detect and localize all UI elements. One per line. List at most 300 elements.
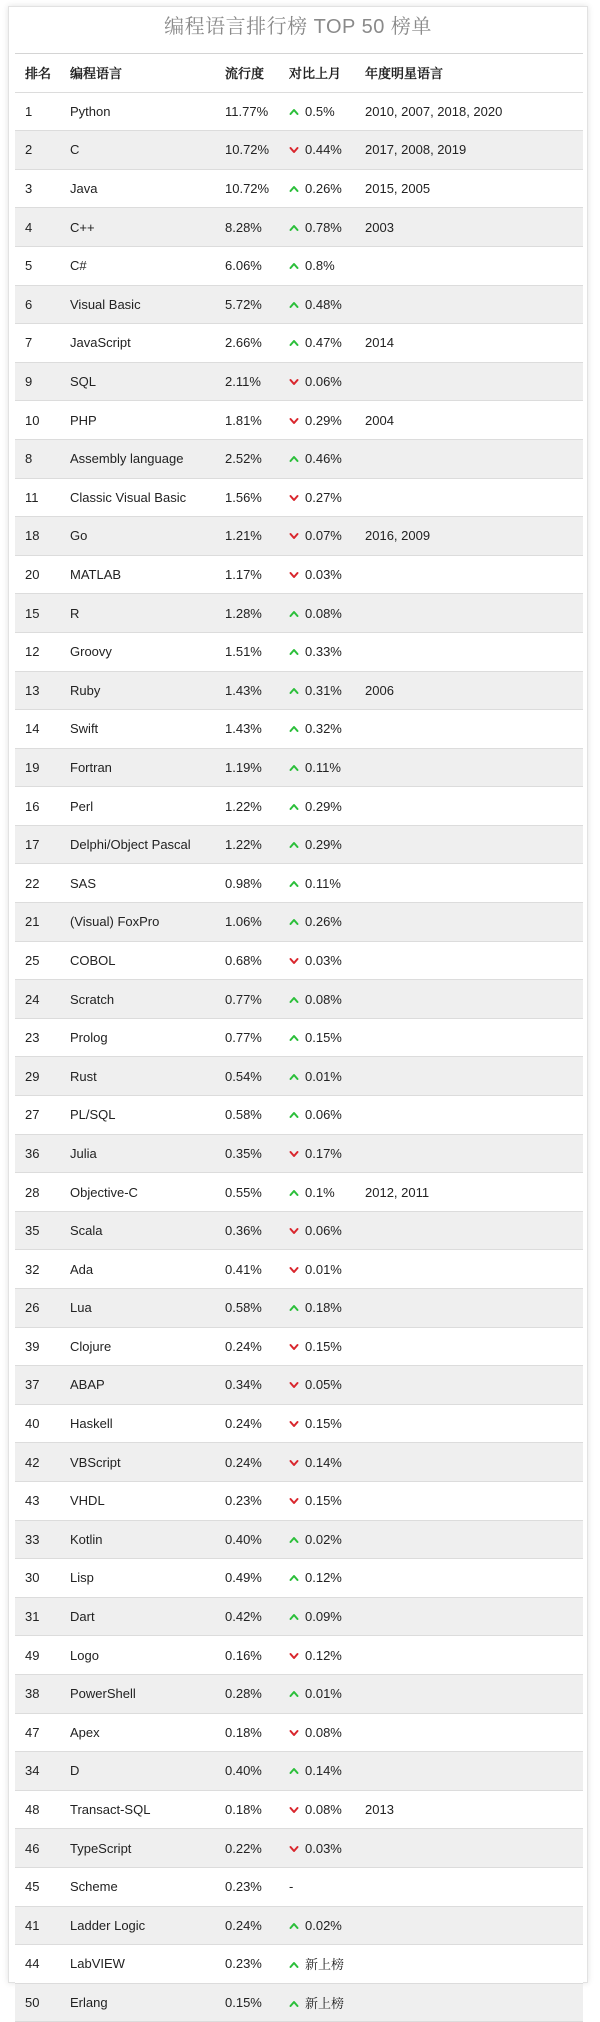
- arrow-down-icon: [289, 1342, 299, 1352]
- change-cell: [279, 748, 355, 787]
- language-cell: Scratch: [60, 980, 215, 1019]
- rank-cell: 49: [15, 1636, 60, 1675]
- table-row: [15, 825, 583, 864]
- arrow-up-icon: [289, 107, 299, 117]
- table-row: [15, 1790, 583, 1829]
- rank-cell: 44: [15, 1945, 60, 1984]
- share-cell: 0.34%: [215, 1366, 279, 1405]
- star-years-cell: 2004: [355, 401, 583, 440]
- rank-cell: 5: [15, 246, 60, 285]
- star-years-cell: [355, 1057, 583, 1096]
- language-cell: SQL: [60, 362, 215, 401]
- language-cell: Perl: [60, 787, 215, 826]
- star-years-cell: [355, 1366, 583, 1405]
- change-value: 0.08%: [305, 605, 342, 621]
- share-cell: 0.40%: [215, 1520, 279, 1559]
- table-row: [15, 131, 583, 170]
- arrow-down-icon: [289, 1419, 299, 1429]
- table-row: [15, 1983, 583, 2022]
- change-value: 0.01%: [305, 1261, 342, 1277]
- language-cell: JavaScript: [60, 324, 215, 363]
- rank-cell: 48: [15, 1790, 60, 1829]
- arrow-up-icon: [289, 879, 299, 889]
- share-cell: 1.22%: [215, 787, 279, 826]
- change-value: 0.02%: [305, 1531, 342, 1547]
- share-cell: 10.72%: [215, 131, 279, 170]
- table-row: [15, 92, 583, 131]
- share-cell: 1.81%: [215, 401, 279, 440]
- share-cell: 0.40%: [215, 1752, 279, 1791]
- star-years-cell: [355, 1713, 583, 1752]
- share-cell: 1.17%: [215, 555, 279, 594]
- language-cell: TypeScript: [60, 1829, 215, 1868]
- star-years-cell: [355, 632, 583, 671]
- table-row: [15, 1289, 583, 1328]
- language-cell: Dart: [60, 1597, 215, 1636]
- language-cell: ABAP: [60, 1366, 215, 1405]
- change-value: 0.12%: [305, 1647, 342, 1663]
- change-cell: [279, 555, 355, 594]
- change-cell: [279, 1289, 355, 1328]
- language-cell: LabVIEW: [60, 1945, 215, 1984]
- table-row: [15, 517, 583, 556]
- rank-cell: 35: [15, 1211, 60, 1250]
- arrow-down-icon: [289, 1380, 299, 1390]
- change-value: 0.01%: [305, 1686, 342, 1702]
- star-years-cell: [355, 594, 583, 633]
- star-years-cell: [355, 1867, 583, 1906]
- arrow-up-icon: [289, 1303, 299, 1313]
- star-years-cell: [355, 941, 583, 980]
- share-cell: 0.58%: [215, 1289, 279, 1328]
- header-change: 对比上月: [279, 54, 355, 93]
- language-cell: Assembly language: [60, 439, 215, 478]
- change-cell: [279, 285, 355, 324]
- share-cell: 0.23%: [215, 1481, 279, 1520]
- table-row: [15, 594, 583, 633]
- language-cell: PHP: [60, 401, 215, 440]
- share-cell: 0.77%: [215, 980, 279, 1019]
- change-cell: [279, 671, 355, 710]
- rank-cell: 32: [15, 1250, 60, 1289]
- change-cell: [279, 1057, 355, 1096]
- change-cell: [279, 362, 355, 401]
- language-cell: Classic Visual Basic: [60, 478, 215, 517]
- rank-cell: 2: [15, 131, 60, 170]
- language-cell: Julia: [60, 1134, 215, 1173]
- change-cell: [279, 246, 355, 285]
- share-cell: 0.15%: [215, 1983, 279, 2022]
- change-value: 0.08%: [305, 1724, 342, 1740]
- share-cell: 0.23%: [215, 1945, 279, 1984]
- share-cell: 0.58%: [215, 1096, 279, 1135]
- language-cell: Groovy: [60, 632, 215, 671]
- change-value: 0.26%: [305, 914, 342, 930]
- change-cell: [279, 980, 355, 1019]
- change-value: -: [289, 1879, 294, 1895]
- change-cell: [279, 1713, 355, 1752]
- rank-cell: 11: [15, 478, 60, 517]
- table-row: [15, 980, 583, 1019]
- share-cell: 11.77%: [215, 92, 279, 131]
- change-cell: [279, 1520, 355, 1559]
- star-years-cell: [355, 1674, 583, 1713]
- arrow-up-icon: [289, 1766, 299, 1776]
- table-row: [15, 1674, 583, 1713]
- language-cell: Lua: [60, 1289, 215, 1328]
- arrow-up-icon: [289, 184, 299, 194]
- share-cell: 0.16%: [215, 1636, 279, 1675]
- language-cell: Lisp: [60, 1559, 215, 1598]
- change-value: 0.15%: [305, 1416, 342, 1432]
- change-cell: [279, 92, 355, 131]
- change-value: 0.78%: [305, 219, 342, 235]
- change-cell: [279, 710, 355, 749]
- arrow-up-icon: [289, 609, 299, 619]
- arrow-down-icon: [289, 531, 299, 541]
- star-years-cell: [355, 246, 583, 285]
- table-row: [15, 632, 583, 671]
- table-row: [15, 1520, 583, 1559]
- share-cell: 0.24%: [215, 1443, 279, 1482]
- table-row: [15, 1752, 583, 1791]
- change-cell: [279, 1906, 355, 1945]
- share-cell: 0.18%: [215, 1790, 279, 1829]
- arrow-down-icon: [289, 570, 299, 580]
- change-value: 0.08%: [305, 1802, 342, 1818]
- rank-cell: 29: [15, 1057, 60, 1096]
- change-value: 0.26%: [305, 181, 342, 197]
- language-cell: Kotlin: [60, 1520, 215, 1559]
- change-cell: [279, 1443, 355, 1482]
- language-cell: Transact-SQL: [60, 1790, 215, 1829]
- star-years-cell: [355, 1983, 583, 2022]
- rank-cell: 6: [15, 285, 60, 324]
- change-value: 0.03%: [305, 952, 342, 968]
- change-value: 0.18%: [305, 1300, 342, 1316]
- change-value: 0.08%: [305, 991, 342, 1007]
- share-cell: 1.21%: [215, 517, 279, 556]
- language-cell: Apex: [60, 1713, 215, 1752]
- table-row: [15, 1597, 583, 1636]
- star-years-cell: [355, 555, 583, 594]
- table-row: [15, 1018, 583, 1057]
- rank-cell: 7: [15, 324, 60, 363]
- language-cell: R: [60, 594, 215, 633]
- change-cell: [279, 787, 355, 826]
- arrow-up-icon: [289, 1072, 299, 1082]
- share-cell: 1.43%: [215, 671, 279, 710]
- share-cell: 2.66%: [215, 324, 279, 363]
- rank-cell: 43: [15, 1481, 60, 1520]
- share-cell: 1.56%: [215, 478, 279, 517]
- share-cell: 0.49%: [215, 1559, 279, 1598]
- star-years-cell: [355, 478, 583, 517]
- language-cell: Clojure: [60, 1327, 215, 1366]
- change-value: 0.33%: [305, 644, 342, 660]
- star-years-cell: [355, 1752, 583, 1791]
- header-share: 流行度: [215, 54, 279, 93]
- arrow-down-icon: [289, 1458, 299, 1468]
- change-cell: [279, 903, 355, 942]
- rank-cell: 13: [15, 671, 60, 710]
- share-cell: 0.35%: [215, 1134, 279, 1173]
- table-row: [15, 1134, 583, 1173]
- star-years-cell: 2003: [355, 208, 583, 247]
- rank-cell: 24: [15, 980, 60, 1019]
- rank-cell: 26: [15, 1289, 60, 1328]
- table-row: [15, 1096, 583, 1135]
- rank-cell: 33: [15, 1520, 60, 1559]
- table-row: [15, 169, 583, 208]
- change-cell: [279, 1790, 355, 1829]
- change-cell: [279, 1366, 355, 1405]
- arrow-up-icon: [289, 647, 299, 657]
- rank-cell: 34: [15, 1752, 60, 1791]
- star-years-cell: [355, 1134, 583, 1173]
- arrow-down-icon: [289, 493, 299, 503]
- share-cell: 5.72%: [215, 285, 279, 324]
- star-years-cell: 2017, 2008, 2019: [355, 131, 583, 170]
- rank-cell: 10: [15, 401, 60, 440]
- ranking-table: [15, 53, 583, 2022]
- star-years-cell: 2014: [355, 324, 583, 363]
- arrow-down-icon: [289, 145, 299, 155]
- arrow-down-icon: [289, 1265, 299, 1275]
- arrow-up-icon: [289, 840, 299, 850]
- rank-cell: 21: [15, 903, 60, 942]
- arrow-down-icon: [289, 1805, 299, 1815]
- change-cell: [279, 1404, 355, 1443]
- star-years-cell: 2013: [355, 1790, 583, 1829]
- change-cell: [279, 1674, 355, 1713]
- star-years-cell: [355, 710, 583, 749]
- rank-cell: 40: [15, 1404, 60, 1443]
- share-cell: 1.22%: [215, 825, 279, 864]
- star-years-cell: [355, 285, 583, 324]
- table-row: [15, 1057, 583, 1096]
- language-cell: PowerShell: [60, 1674, 215, 1713]
- change-value: 0.31%: [305, 682, 342, 698]
- language-cell: MATLAB: [60, 555, 215, 594]
- rank-cell: 37: [15, 1366, 60, 1405]
- arrow-down-icon: [289, 377, 299, 387]
- arrow-up-icon: [289, 1110, 299, 1120]
- arrow-down-icon: [289, 416, 299, 426]
- star-years-cell: [355, 1597, 583, 1636]
- arrow-up-icon: [289, 763, 299, 773]
- arrow-up-icon: [289, 1188, 299, 1198]
- table-row: [15, 1945, 583, 1984]
- arrow-up-icon: [289, 1033, 299, 1043]
- star-years-cell: [355, 1636, 583, 1675]
- rank-cell: 41: [15, 1906, 60, 1945]
- table-row: [15, 401, 583, 440]
- table-row: [15, 285, 583, 324]
- language-cell: Go: [60, 517, 215, 556]
- table-row: [15, 439, 583, 478]
- star-years-cell: [355, 1211, 583, 1250]
- change-value: 0.11%: [305, 875, 341, 891]
- arrow-up-icon: [289, 1612, 299, 1622]
- language-cell: C++: [60, 208, 215, 247]
- language-cell: COBOL: [60, 941, 215, 980]
- share-cell: 1.19%: [215, 748, 279, 787]
- rank-cell: 17: [15, 825, 60, 864]
- table-row: [15, 555, 583, 594]
- language-cell: Haskell: [60, 1404, 215, 1443]
- change-value: 0.14%: [305, 1454, 342, 1470]
- change-cell: [279, 169, 355, 208]
- table-row: [15, 1173, 583, 1212]
- header-rank: 排名: [15, 54, 60, 93]
- rank-cell: 3: [15, 169, 60, 208]
- change-cell: [279, 594, 355, 633]
- arrow-up-icon: [289, 995, 299, 1005]
- rank-cell: 38: [15, 1674, 60, 1713]
- share-cell: 1.28%: [215, 594, 279, 633]
- change-cell: [279, 401, 355, 440]
- share-cell: 0.55%: [215, 1173, 279, 1212]
- star-years-cell: [355, 1520, 583, 1559]
- change-cell: [279, 1173, 355, 1212]
- star-years-cell: 2010, 2007, 2018, 2020: [355, 92, 583, 131]
- language-cell: Python: [60, 92, 215, 131]
- rank-cell: 50: [15, 1983, 60, 2022]
- change-value: 0.05%: [305, 1377, 342, 1393]
- rank-cell: 9: [15, 362, 60, 401]
- star-years-cell: [355, 1443, 583, 1482]
- share-cell: 1.06%: [215, 903, 279, 942]
- table-row: [15, 710, 583, 749]
- change-cell: [279, 131, 355, 170]
- header-star-years: 年度明星语言: [355, 54, 583, 93]
- table-row: [15, 903, 583, 942]
- change-value: 0.09%: [305, 1609, 342, 1625]
- language-cell: Scheme: [60, 1867, 215, 1906]
- share-cell: 6.06%: [215, 246, 279, 285]
- arrow-up-icon: [289, 686, 299, 696]
- change-cell: [279, 478, 355, 517]
- rank-cell: 18: [15, 517, 60, 556]
- table-row: [15, 1481, 583, 1520]
- arrow-down-icon: [289, 1496, 299, 1506]
- share-cell: 0.23%: [215, 1867, 279, 1906]
- star-years-cell: 2012, 2011: [355, 1173, 583, 1212]
- star-years-cell: [355, 903, 583, 942]
- change-value: 0.02%: [305, 1917, 342, 1933]
- language-cell: Ada: [60, 1250, 215, 1289]
- change-value: 0.27%: [305, 489, 342, 505]
- star-years-cell: [355, 825, 583, 864]
- arrow-up-icon: [289, 1573, 299, 1583]
- share-cell: 2.52%: [215, 439, 279, 478]
- rank-cell: 12: [15, 632, 60, 671]
- star-years-cell: [355, 1945, 583, 1984]
- language-cell: Java: [60, 169, 215, 208]
- rank-cell: 46: [15, 1829, 60, 1868]
- change-cell: [279, 1250, 355, 1289]
- table-body: [15, 92, 583, 2022]
- change-value: 0.8%: [305, 258, 335, 274]
- rank-cell: 25: [15, 941, 60, 980]
- share-cell: 0.24%: [215, 1906, 279, 1945]
- header-language: 编程语言: [60, 54, 215, 93]
- star-years-cell: [355, 980, 583, 1019]
- change-cell: [279, 1867, 355, 1906]
- star-years-cell: [355, 1250, 583, 1289]
- rank-cell: 16: [15, 787, 60, 826]
- star-years-cell: [355, 1481, 583, 1520]
- table-row: [15, 246, 583, 285]
- share-cell: 2.11%: [215, 362, 279, 401]
- table-row: [15, 864, 583, 903]
- change-value: 0.14%: [305, 1763, 342, 1779]
- language-cell: VBScript: [60, 1443, 215, 1482]
- share-cell: 0.24%: [215, 1327, 279, 1366]
- table-row: [15, 208, 583, 247]
- arrow-up-icon: [289, 1960, 299, 1970]
- language-cell: C: [60, 131, 215, 170]
- rank-cell: 31: [15, 1597, 60, 1636]
- language-cell: Scala: [60, 1211, 215, 1250]
- table-row: [15, 1327, 583, 1366]
- table-header-row: [15, 54, 583, 93]
- change-cell: [279, 632, 355, 671]
- share-cell: 0.41%: [215, 1250, 279, 1289]
- language-cell: Rust: [60, 1057, 215, 1096]
- share-cell: 10.72%: [215, 169, 279, 208]
- change-cell: [279, 1636, 355, 1675]
- change-cell: [279, 208, 355, 247]
- language-cell: Visual Basic: [60, 285, 215, 324]
- change-cell: [279, 324, 355, 363]
- table-row: [15, 1211, 583, 1250]
- change-cell: [279, 1752, 355, 1791]
- table-row: [15, 1443, 583, 1482]
- rank-cell: 4: [15, 208, 60, 247]
- arrow-down-icon: [289, 1844, 299, 1854]
- star-years-cell: [355, 1327, 583, 1366]
- arrow-up-icon: [289, 300, 299, 310]
- language-cell: Swift: [60, 710, 215, 749]
- change-value: 0.1%: [305, 1184, 335, 1200]
- change-value: 0.01%: [305, 1068, 342, 1084]
- arrow-down-icon: [289, 956, 299, 966]
- language-cell: Delphi/Object Pascal: [60, 825, 215, 864]
- star-years-cell: 2016, 2009: [355, 517, 583, 556]
- change-cell: [279, 1327, 355, 1366]
- rank-cell: 45: [15, 1867, 60, 1906]
- change-value: 0.48%: [305, 296, 342, 312]
- table-row: [15, 1636, 583, 1675]
- change-cell: [279, 1983, 355, 2022]
- share-cell: 0.24%: [215, 1404, 279, 1443]
- arrow-up-icon: [289, 1535, 299, 1545]
- star-years-cell: 2015, 2005: [355, 169, 583, 208]
- change-cell: [279, 1481, 355, 1520]
- rank-cell: 8: [15, 439, 60, 478]
- change-cell: [279, 1597, 355, 1636]
- share-cell: 0.54%: [215, 1057, 279, 1096]
- share-cell: 0.36%: [215, 1211, 279, 1250]
- arrow-down-icon: [289, 1226, 299, 1236]
- change-cell: [279, 1134, 355, 1173]
- rank-cell: 42: [15, 1443, 60, 1482]
- change-value: 0.29%: [305, 837, 342, 853]
- share-cell: 8.28%: [215, 208, 279, 247]
- rank-cell: 20: [15, 555, 60, 594]
